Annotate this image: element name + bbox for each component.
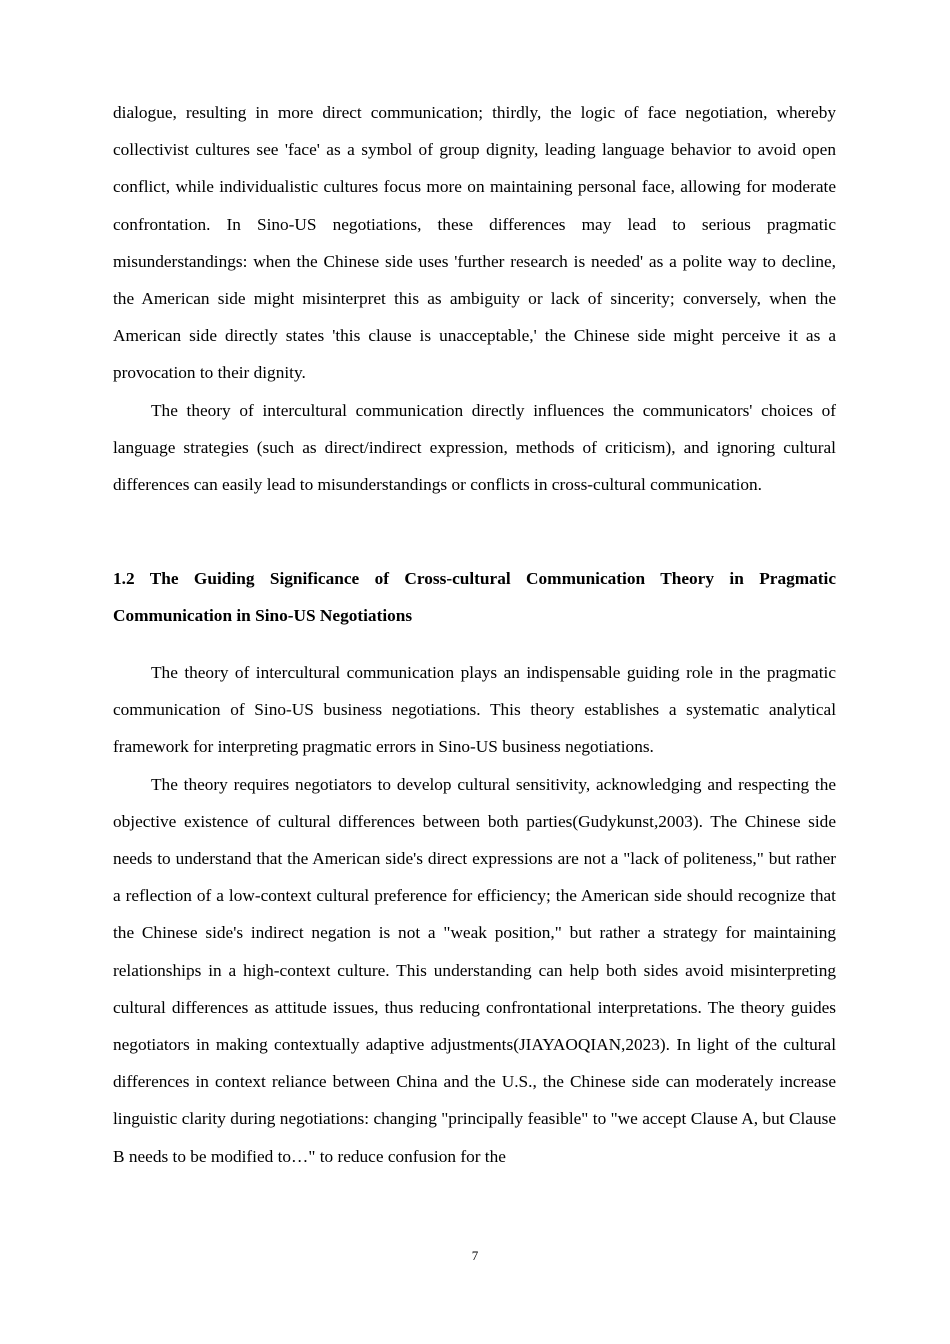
section-heading-block (113, 560, 836, 634)
paragraph-guiding-role: The theory of intercultural communication plays an indispensable guiding role in the pragmatic communication of Sino-US business negotiations. This theory establishes a systematic analytical framework for interpreting pragmatic errors in Sino-US business negotiations. (113, 663, 836, 757)
intro-text-block (113, 94, 836, 503)
page-number: 7 (471, 1248, 479, 1263)
section-heading: 1.2 The Guiding Significance of Cross-cultural Communication Theory in Pragmatic Communication in Sino-US Negotiations (113, 569, 836, 626)
paragraph-intercultural-influence: The theory of intercultural communication directly influences the communicators' choices of language strategies (such as direct/indirect expression, methods of criticism), and ignoring cultural differences can easily lead to misunderstandings or conflicts in cross-cultural communication. (113, 400, 836, 495)
section-text-block (113, 654, 836, 1175)
paragraph-continued: dialogue, resulting in more direct communication; thirdly, the logic of face negotiation, whereby collectivist cultures see 'face' as a symbol of group dignity, leading language behavior to avoid open conflict, while individualistic cultures focus more on maintaining personal face, allowing for moderate confrontation. In Sino-US negotiations, these differences may lead to serious pragmatic misunderstandings: when the Chinese side uses 'further research is needed' as a polite way to decline, the American side might misinterpret this as ambiguity or lack of sincerity; conversely, when the American side directly states 'this clause is unacceptable,' the Chinese side might perceive it as a provocation to their dignity. (113, 103, 836, 383)
paragraph-cultural-sensitivity: The theory requires negotiators to develop cultural sensitivity, acknowledging and respecting the objective existence of cultural differences between both parties(Gudykunst,2003). The Chinese side needs to understand that the American side's direct expressions are not a "lack of politeness," but rather a reflection of a low-context cultural preference for efficiency; the American side should recognize that the Chinese side's indirect negation is not a "weak position," but rather a strategy for maintaining relationships in a high-context culture. This understanding can help both sides avoid misinterpreting cultural differences as attitude issues, thus reducing confrontational interpretations. The theory guides negotiators in making contextually adaptive adjustments(JIAYAOQIAN,2023). In light of the cultural differences in context reliance between China and the U.S., the Chinese side can moderately increase linguistic clarity during negotiations: changing "principally feasible" to "we accept Clause A, but Clause B needs to be modified to…" to reduce confusion for the (113, 774, 836, 1166)
